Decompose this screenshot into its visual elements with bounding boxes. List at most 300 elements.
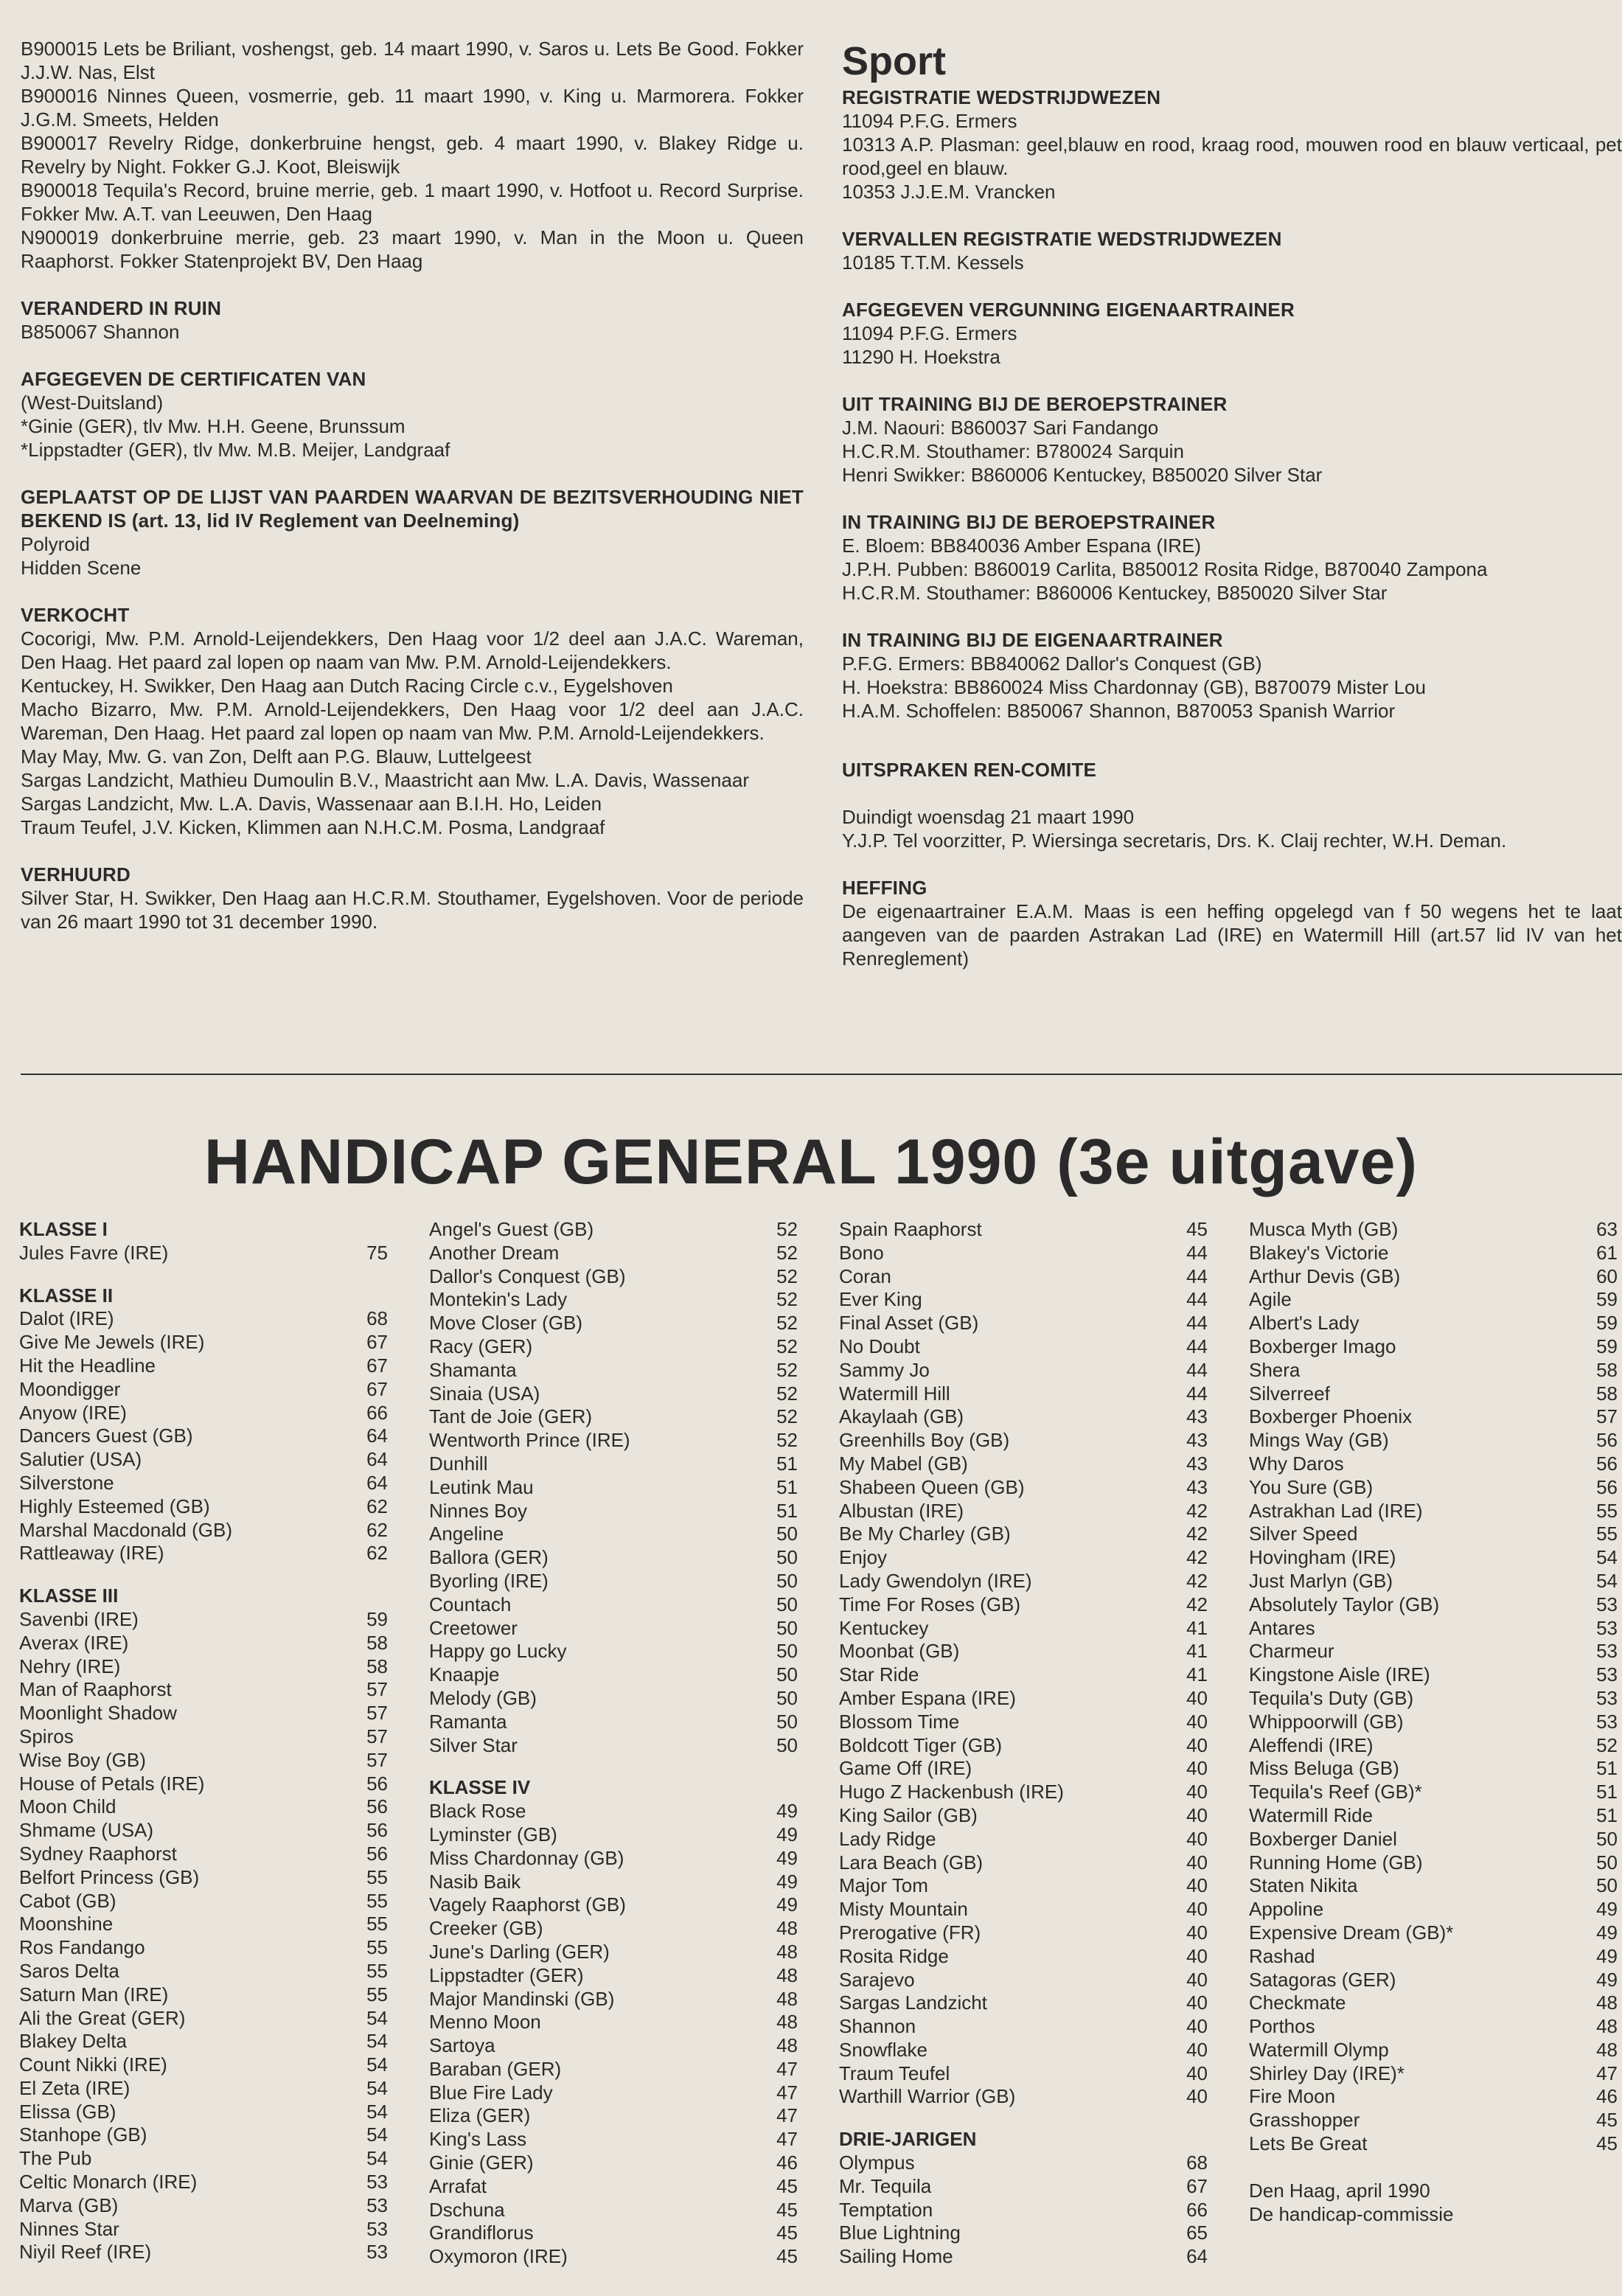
section-line: *Ginie (GER), tlv Mw. H.H. Geene, Brunssum: [21, 415, 406, 437]
section-line: Traum Teufel, J.V. Kicken, Klimmen aan N.H.C.M. Posma, Landgraaf: [21, 816, 605, 838]
horse-weight: 58: [366, 1631, 388, 1654]
horse-name: Boxberger Phoenix: [1249, 1405, 1413, 1428]
horse-name: Just Marlyn (GB): [1249, 1569, 1393, 1592]
horse-row: [1249, 1757, 1618, 1781]
horse-weight: 57: [366, 1678, 388, 1701]
handicap-column-2: [429, 1218, 798, 2269]
horse-row: [19, 2053, 388, 2077]
horse-name: Lets Be Great: [1249, 2132, 1368, 2155]
horse-weight: 48: [776, 1917, 798, 1940]
horse-weight: 65: [1186, 2222, 1208, 2244]
section-heading: REGISTRATIE WEDSTRIJDWEZEN: [842, 86, 1161, 108]
section-uitspraken: [842, 758, 1622, 852]
horse-name: Blossom Time: [839, 1710, 960, 1733]
horse-name: Kentuckey: [839, 1616, 929, 1639]
horse-weight: 54: [366, 2076, 388, 2099]
horse-row: [839, 1476, 1208, 1500]
section-line: 11094 P.F.G. Ermers: [842, 322, 1017, 344]
horse-weight: 42: [1186, 1523, 1208, 1545]
horse-weight: 59: [366, 1607, 388, 1630]
spacer: [19, 1565, 388, 1584]
horse-weight: 42: [1186, 1499, 1208, 1522]
horse-name: Jules Favre (IRE): [19, 1241, 169, 1264]
right-top-column: [842, 37, 1622, 994]
horse-weight: 40: [1186, 1921, 1208, 1944]
horse-name: Spiros: [19, 1725, 74, 1747]
horse-weight: 40: [1186, 2062, 1208, 2084]
horse-row: [1249, 1453, 1618, 1476]
horse-name: Akaylaah (GB): [839, 1405, 964, 1428]
horse-name: Dancers Guest (GB): [19, 1424, 193, 1447]
horse-weight: 45: [1186, 1218, 1208, 1240]
horse-name: Vagely Raaphorst (GB): [429, 1893, 626, 1916]
horse-weight: 46: [1596, 2085, 1618, 2108]
section-line: 10353 J.J.E.M. Vrancken: [842, 181, 1056, 203]
horse-row: [839, 1405, 1208, 1429]
horse-weight: 44: [1186, 1264, 1208, 1287]
horse-weight: 55: [366, 1865, 388, 1888]
horse-name: Traum Teufel: [839, 2062, 950, 2084]
horse-name: Star Ride: [839, 1663, 919, 1686]
horse-name: King Sailor (GB): [839, 1803, 978, 1826]
horse-row: [1249, 2109, 1618, 2132]
horse-weight: 44: [1186, 1241, 1208, 1264]
horse-name: Angeline: [429, 1523, 504, 1545]
horse-weight: 40: [1186, 2085, 1208, 2108]
horse-name: Checkmate: [1249, 1991, 1346, 2014]
horse-row: [1249, 1969, 1618, 1992]
horse-row: [1249, 1874, 1618, 1898]
horse-row: [19, 1702, 388, 1725]
horse-row: [839, 1500, 1208, 1523]
horse-row: [429, 1640, 798, 1663]
horse-name: Musca Myth (GB): [1249, 1218, 1399, 1240]
horse-name: Boxberger Imago: [1249, 1335, 1396, 1357]
horse-weight: 53: [1596, 1593, 1618, 1615]
section-line: Duindigt woensdag 21 maart 1990: [842, 806, 1135, 828]
horse-row: [839, 1359, 1208, 1382]
horse-weight: 50: [776, 1663, 798, 1686]
horse-name: Shamanta: [429, 1358, 517, 1381]
horse-row: [429, 1335, 798, 1359]
horse-row: [19, 1608, 388, 1632]
horse-weight: 44: [1186, 1288, 1208, 1311]
horse-weight: 52: [776, 1382, 798, 1405]
horse-row: [19, 1632, 388, 1655]
horse-row: [839, 1382, 1208, 1406]
horse-weight: 57: [366, 1702, 388, 1725]
section-heading: VERHUURD: [21, 863, 130, 886]
horse-row: [839, 2039, 1208, 2062]
horse-weight: 55: [366, 1913, 388, 1935]
horse-weight: 50: [776, 1733, 798, 1756]
horse-name: Whippoorwill (GB): [1249, 1710, 1404, 1733]
horse-row: [839, 1851, 1208, 1875]
horse-row: [1249, 1382, 1618, 1406]
horse-row: [19, 1331, 388, 1354]
horse-row: [839, 1288, 1208, 1312]
section-uit-training: [842, 392, 1622, 487]
horse-weight: 40: [1186, 1757, 1208, 1780]
horse-row: [429, 1711, 798, 1734]
registration-entry: B900016 Ninnes Queen, vosmerrie, geb. 11 maart 1990, v. King u. Marmorera. Fokker J.G.M. Smeets, Helden: [21, 85, 804, 131]
horse-name: Coran: [839, 1264, 891, 1287]
horse-row: [839, 1804, 1208, 1828]
horse-name: Moonshine: [19, 1913, 114, 1935]
horse-weight: 40: [1186, 1944, 1208, 1967]
spacer: [19, 1265, 388, 1284]
horse-weight: 44: [1186, 1312, 1208, 1335]
horse-name: Wentworth Prince (IRE): [429, 1429, 630, 1452]
section-heading: GEPLAATST OP DE LIJST VAN PAARDEN WAARVAN DE BEZITSVERHOUDING NIET BEKEND IS (art. 13, lid IV Reglement van Deelneming): [21, 486, 804, 532]
horse-row: [19, 2171, 388, 2194]
horse-name: Menno Moon: [429, 2011, 541, 2034]
section-registratie: [842, 86, 1622, 203]
horse-weight: 42: [1186, 1569, 1208, 1592]
horse-row: [19, 2077, 388, 2101]
horse-name: Silverreef: [1249, 1382, 1330, 1405]
horse-row: [839, 1617, 1208, 1641]
horse-name: Shabeen Queen (GB): [839, 1475, 1025, 1498]
horse-row: [19, 2218, 388, 2241]
horse-weight: 58: [366, 1655, 388, 1677]
horse-name: Major Tom: [839, 1874, 928, 1897]
horse-weight: 64: [366, 1448, 388, 1471]
horse-name: Give Me Jewels (IRE): [19, 1331, 205, 1354]
horse-name: Marshal Macdonald (GB): [19, 1518, 232, 1541]
horse-weight: 56: [1596, 1452, 1618, 1475]
horse-weight: 54: [366, 2030, 388, 2053]
horse-row: [19, 2123, 388, 2147]
horse-name: Countach: [429, 1593, 512, 1615]
horse-row: [19, 1795, 388, 1819]
horse-weight: 40: [1186, 2015, 1208, 2038]
horse-weight: 57: [366, 1725, 388, 1747]
spacer: [429, 1757, 798, 1776]
horse-row: [429, 1800, 798, 1823]
section-line: B850067 Shannon: [21, 321, 180, 343]
class-heading: KLASSE IV: [429, 1776, 531, 1799]
horse-row: [429, 1871, 798, 1894]
registration-entry: B900015 Lets be Briliant, voshengst, geb. 14 maart 1990, v. Saros u. Lets Be Good. Fokker J.J.W. Nas, Elst: [21, 38, 804, 83]
horse-weight: 57: [1596, 1405, 1618, 1428]
horse-name: Blakey Delta: [19, 2030, 127, 2053]
section-line: Sargas Landzicht, Mw. L.A. Davis, Wassenaar aan B.I.H. Ho, Leiden: [21, 793, 602, 815]
section-in-training-beroeps: [842, 510, 1622, 605]
horse-weight: 42: [1186, 1546, 1208, 1569]
horse-row: [429, 1312, 798, 1335]
horse-name: Shera: [1249, 1358, 1301, 1381]
horse-name: My Mabel (GB): [839, 1452, 968, 1475]
horse-row: [1249, 1546, 1618, 1570]
horse-name: Spain Raaphorst: [839, 1218, 982, 1240]
class-heading: KLASSE III: [19, 1584, 119, 1607]
horse-name: Melody (GB): [429, 1686, 537, 1709]
horse-weight: 55: [1596, 1499, 1618, 1522]
section-line: 11094 P.F.G. Ermers: [842, 110, 1017, 132]
horse-row: [429, 2034, 798, 2058]
horse-name: Tequila's Reef (GB)*: [1249, 1781, 1422, 1803]
section-line: H.C.R.M. Stouthamer: B780024 Sarquin: [842, 440, 1184, 462]
horse-name: Boldcott Tiger (GB): [839, 1733, 1003, 1756]
horse-name: Sartoya: [429, 2034, 495, 2057]
horse-name: Eliza (GER): [429, 2104, 531, 2127]
horse-weight: 51: [1596, 1757, 1618, 1780]
horse-name: Averax (IRE): [19, 1631, 129, 1654]
left-top-column: [21, 37, 804, 957]
horse-name: Lady Ridge: [839, 1827, 936, 1850]
horse-row: [1249, 1617, 1618, 1641]
section-line: Macho Bizarro, Mw. P.M. Arnold-Leijendekkers, Den Haag voor 1/2 deel aan J.A.C. Wareman, Den Haag. Het paard zal lopen op naam van Mw. P.M. Arnold-Leijendekkers.: [21, 698, 804, 744]
horse-weight: 51: [776, 1499, 798, 1522]
horse-row: [429, 1429, 798, 1453]
horse-weight: 41: [1186, 1640, 1208, 1663]
horse-row: [19, 1725, 388, 1749]
horse-row: [839, 1687, 1208, 1711]
horse-name: Anyow (IRE): [19, 1401, 127, 1424]
horse-name: Moondigger: [19, 1377, 121, 1400]
horse-name: Saros Delta: [19, 1959, 119, 1982]
horse-row: [19, 1242, 388, 1265]
horse-row: [1249, 1921, 1618, 1945]
horse-row: [19, 2241, 388, 2264]
horse-weight: 49: [1596, 1944, 1618, 1967]
horse-name: Rosita Ridge: [839, 1944, 949, 1967]
horse-weight: 51: [776, 1475, 798, 1498]
horse-weight: 40: [1186, 1898, 1208, 1921]
horse-name: King's Lass: [429, 2128, 527, 2151]
horse-name: Warthill Warrior (GB): [839, 2085, 1016, 2108]
horse-row: [19, 1678, 388, 1702]
horse-name: Time For Roses (GB): [839, 1593, 1021, 1615]
horse-weight: 52: [776, 1312, 798, 1335]
horse-row: [429, 1687, 798, 1711]
horse-weight: 47: [776, 2057, 798, 2080]
horse-name: Ever King: [839, 1288, 922, 1311]
horse-name: Sydney Raaphorst: [19, 1842, 177, 1865]
horse-weight: 41: [1186, 1663, 1208, 1686]
horse-weight: 49: [776, 1893, 798, 1916]
horse-name: Silver Star: [429, 1733, 518, 1756]
horse-name: Belfort Princess (GB): [19, 1865, 200, 1888]
horse-row: [1249, 1734, 1618, 1758]
horse-row: [1249, 1288, 1618, 1312]
horse-name: Running Home (GB): [1249, 1851, 1423, 1874]
horse-name: Knaapje: [429, 1663, 500, 1686]
horse-row: [429, 1405, 798, 1429]
horse-name: Charmeur: [1249, 1640, 1334, 1663]
horse-row: [19, 1402, 388, 1425]
section-veranderd-in-ruin: [21, 296, 804, 344]
section-line: Hidden Scene: [21, 557, 142, 579]
horse-name: Grandiflorus: [429, 2222, 534, 2244]
horse-name: Shmame (USA): [19, 1819, 154, 1842]
horse-row: [1249, 1335, 1618, 1359]
horse-weight: 40: [1186, 1686, 1208, 1709]
horse-row: [839, 2085, 1208, 2109]
section-heading: VERVALLEN REGISTRATIE WEDSTRIJDWEZEN: [842, 228, 1282, 250]
horse-name: Ali the Great (GER): [19, 2006, 186, 2029]
horse-row: [19, 2101, 388, 2124]
horse-row: [1249, 1405, 1618, 1429]
horse-weight: 66: [366, 1401, 388, 1424]
horse-name: Blue Fire Lady: [429, 2081, 553, 2104]
horse-name: Mings Way (GB): [1249, 1429, 1389, 1452]
horse-name: Tant de Joie (GER): [429, 1405, 593, 1428]
horse-row: [429, 1242, 798, 1265]
horse-name: Marva (GB): [19, 2194, 119, 2216]
horse-name: You Sure (GB): [1249, 1475, 1374, 1498]
section-verkocht: [21, 603, 804, 839]
horse-weight: 40: [1186, 1733, 1208, 1756]
horse-name: Amber Espana (IRE): [839, 1686, 1016, 1709]
horse-name: Arrafat: [429, 2174, 487, 2197]
horse-row: [839, 1874, 1208, 1898]
section-line: H.A.M. Schoffelen: B850067 Shannon, B870053 Spanish Warrior: [842, 700, 1396, 722]
horse-weight: 61: [1596, 1241, 1618, 1264]
horse-row: [429, 1823, 798, 1847]
horse-row: [429, 1988, 798, 2011]
horse-name: Baraban (GER): [429, 2057, 562, 2080]
horse-name: Albustan (IRE): [839, 1499, 964, 1522]
horse-weight: 53: [1596, 1616, 1618, 1639]
horse-row: [1249, 1687, 1618, 1711]
horse-name: Tequila's Duty (GB): [1249, 1686, 1414, 1709]
horse-row: [429, 1663, 798, 1687]
horse-weight: 51: [776, 1452, 798, 1475]
horse-name: Ninnes Boy: [429, 1499, 527, 1522]
horse-row: [19, 1519, 388, 1542]
horse-weight: 49: [1596, 1921, 1618, 1944]
horse-name: Moonlight Shadow: [19, 1702, 177, 1725]
horse-weight: 49: [776, 1800, 798, 1823]
horse-row: [1249, 1500, 1618, 1523]
horse-weight: 50: [1596, 1851, 1618, 1874]
horse-row: [429, 1847, 798, 1871]
horse-name: Satagoras (GER): [1249, 1968, 1396, 1991]
horse-row: [429, 1570, 798, 1593]
horse-weight: 50: [1596, 1827, 1618, 1850]
horse-weight: 50: [776, 1593, 798, 1615]
horse-name: Blue Lightning: [839, 2222, 961, 2244]
horse-name: Montekin's Lady: [429, 1288, 568, 1311]
horse-row: [839, 1828, 1208, 1851]
horse-row: [839, 1523, 1208, 1546]
horse-row: [19, 1843, 388, 1866]
handicap-list: [1249, 1218, 1618, 2156]
horse-weight: 54: [366, 2100, 388, 2123]
horse-weight: 40: [1186, 1827, 1208, 1850]
horse-weight: 48: [1596, 2015, 1618, 2038]
registration-entry: B900018 Tequila's Record, bruine merrie, geb. 1 maart 1990, v. Hotfoot u. Record Surprise. Fokker Mw. A.T. van Leeuwen, Den Haag: [21, 179, 804, 225]
horse-weight: 56: [366, 1819, 388, 1842]
horse-row: [839, 2062, 1208, 2086]
section-line: Cocorigi, Mw. P.M. Arnold-Leijendekkers, Den Haag voor 1/2 deel aan J.A.C. Wareman, Den Haag. Het paard zal lopen op naam van Mw. P.M. Arnold-Leijendekkers.: [21, 627, 804, 673]
horse-weight: 51: [1596, 1803, 1618, 1826]
section-verhuurd: [21, 863, 804, 933]
horse-weight: 64: [366, 1471, 388, 1494]
intro-registrations: [21, 37, 804, 273]
section-certificaten: [21, 367, 804, 462]
horse-weight: 49: [1596, 1968, 1618, 1991]
horse-name: Antares: [1249, 1616, 1315, 1639]
horse-row: [1249, 1429, 1618, 1453]
section-line: Henri Swikker: B860006 Kentuckey, B850020 Silver Star: [842, 464, 1323, 486]
horse-row: [1249, 1898, 1618, 1921]
horse-weight: 52: [776, 1218, 798, 1240]
horse-name: Shirley Day (IRE)*: [1249, 2062, 1405, 2084]
horse-row: [1249, 2085, 1618, 2109]
horse-weight: 45: [776, 2245, 798, 2268]
horse-name: Watermill Hill: [839, 1382, 950, 1405]
horse-row: [429, 1941, 798, 1964]
horse-row: [19, 1960, 388, 1983]
horse-name: Watermill Olymp: [1249, 2038, 1389, 2061]
horse-weight: 53: [1596, 1686, 1618, 1709]
horse-row: [839, 2199, 1208, 2222]
horse-weight: 56: [366, 1772, 388, 1795]
horse-weight: 67: [366, 1354, 388, 1377]
horse-weight: 54: [1596, 1569, 1618, 1592]
horse-name: Greenhills Boy (GB): [839, 1429, 1010, 1452]
horse-weight: 67: [366, 1331, 388, 1354]
horse-row: [429, 2011, 798, 2034]
section-heading: VERANDERD IN RUIN: [21, 297, 222, 319]
horse-weight: 60: [1596, 1264, 1618, 1287]
horse-weight: 59: [1596, 1312, 1618, 1335]
horse-row: [429, 1734, 798, 1758]
horse-row: [839, 1945, 1208, 1969]
horse-row: [19, 2194, 388, 2218]
horse-name: Sargas Landzicht: [839, 1991, 987, 2014]
horse-weight: 56: [366, 1795, 388, 1818]
section-line: J.M. Naouri: B860037 Sari Fandango: [842, 417, 1159, 439]
horse-weight: 45: [776, 2222, 798, 2244]
horse-row: [429, 2104, 798, 2128]
horse-weight: 63: [1596, 1218, 1618, 1240]
horse-weight: 44: [1186, 1335, 1208, 1357]
section-heffing: [842, 876, 1622, 970]
horse-weight: 48: [776, 2034, 798, 2057]
horse-row: [1249, 1593, 1618, 1617]
horse-weight: 58: [1596, 1382, 1618, 1405]
horse-row: [429, 1265, 798, 1289]
horse-name: Creetower: [429, 1616, 518, 1639]
horse-name: Porthos: [1249, 2015, 1315, 2038]
horse-row: [1249, 1945, 1618, 1969]
horse-weight: 48: [1596, 2038, 1618, 2061]
horse-name: Ros Fandango: [19, 1936, 145, 1959]
handicap-column-4: [1249, 1218, 1618, 2226]
horse-row: [839, 1663, 1208, 1687]
horse-weight: 53: [1596, 1710, 1618, 1733]
horse-name: Bono: [839, 1241, 884, 1264]
section-heading: UITSPRAKEN REN-COMITE: [842, 759, 1097, 781]
horse-name: Hovingham (IRE): [1249, 1546, 1396, 1569]
horse-row: [429, 1453, 798, 1476]
horse-row: [429, 2222, 798, 2245]
horse-weight: 56: [366, 1842, 388, 1865]
horse-name: Black Rose: [429, 1800, 526, 1823]
section-heading: IN TRAINING BIJ DE BEROEPSTRAINER: [842, 511, 1216, 533]
handicap-column-1: [19, 1218, 388, 2264]
horse-row: [19, 1655, 388, 1679]
horse-row: [19, 1354, 388, 1378]
horse-row: [839, 1921, 1208, 1945]
horse-name: Final Asset (GB): [839, 1312, 979, 1335]
horse-row: [429, 1500, 798, 1523]
horse-weight: 62: [366, 1518, 388, 1541]
